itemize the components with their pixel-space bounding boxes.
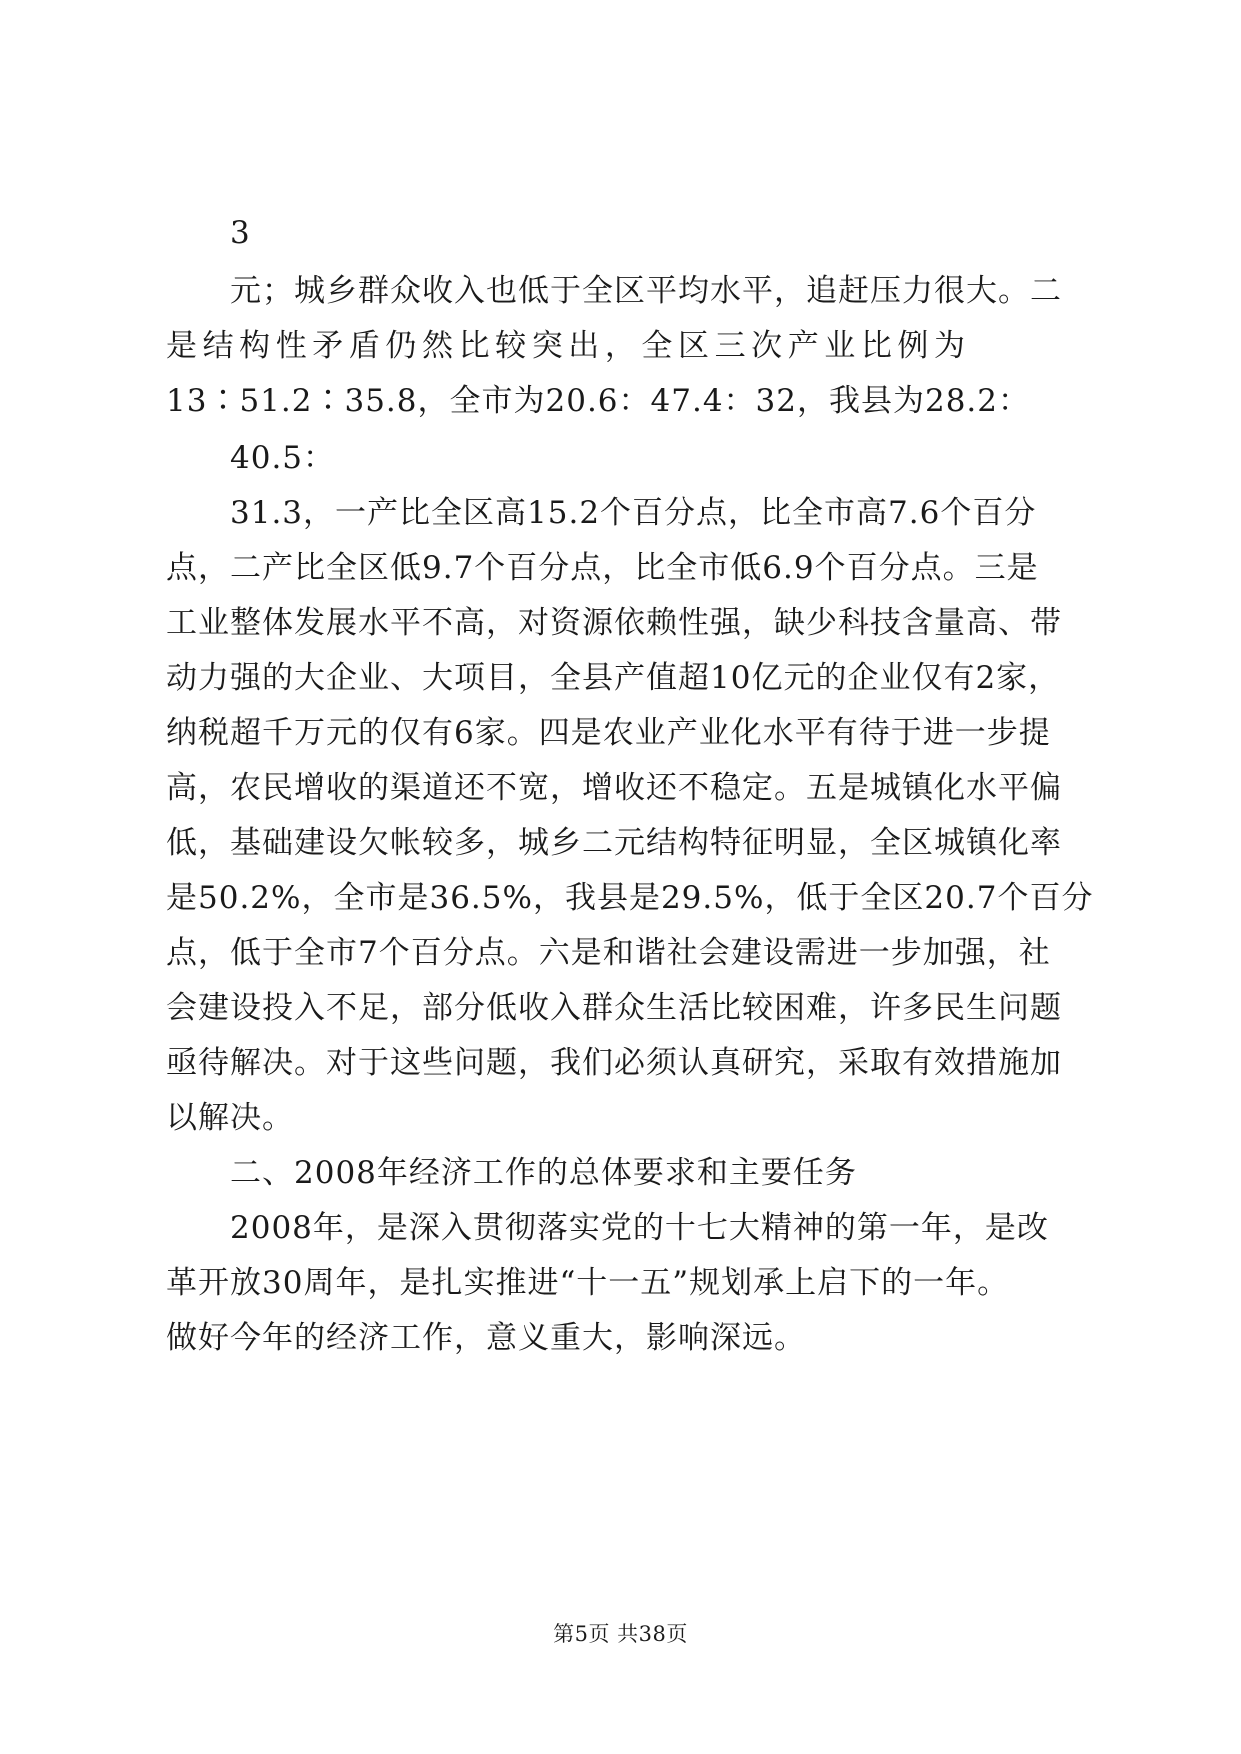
paragraph-line: 做好今年的经济工作，意义重大，影响深远。: [166, 1320, 806, 1356]
paragraph-line: 元；城乡群众收入也低于全区平均水平，追赶压力很大。二: [230, 273, 1062, 309]
paragraph-line: 13∶51.2∶35.8，全市为20.6：47.4：32，我县为28.2：: [166, 383, 1031, 419]
paragraph-line: 高，农民增收的渠道还不宽，增收还不稳定。五是城镇化水平偏: [166, 770, 1062, 806]
paragraph-line: 纳税超千万元的仅有6家。四是农业产业化水平有待于进一步提: [166, 715, 1051, 751]
paragraph-line: 革开放30周年，是扎实推进“十一五”规划承上启下的一年。: [166, 1265, 1010, 1301]
paragraph-line: 31.3，一产比全区高15.2个百分点，比全市高7.6个百分: [230, 495, 1037, 531]
paragraph-line: 点，二产比全区低9.7个百分点，比全市低6.9个百分点。三是: [166, 550, 1039, 586]
paragraph-line: 动力强的大企业、大项目，全县产值超10亿元的企业仅有2家，: [166, 660, 1061, 696]
paragraph-line: 40.5：: [230, 440, 336, 476]
paragraph-line: 以解决。: [166, 1100, 294, 1136]
paragraph-line: 是结构性矛盾仍然比较突出，全区三次产业比例为: [166, 328, 966, 364]
paragraph-line: 会建设投入不足，部分低收入群众生活比较困难，许多民生问题: [166, 990, 1062, 1026]
page-footer: 第5页 共38页: [553, 1622, 688, 1646]
paragraph-line: 工业整体发展水平不高，对资源依赖性强，缺少科技含量高、带: [166, 605, 1062, 641]
paragraph-line: 是50.2%，全市是36.5%，我县是29.5%，低于全区20.7个百分: [166, 880, 1094, 916]
paragraph-line: 亟待解决。对于这些问题，我们必须认真研究，采取有效措施加: [166, 1045, 1062, 1081]
page-number-fragment: 3: [230, 215, 251, 251]
paragraph-line: 低，基础建设欠帐较多，城乡二元结构特征明显，全区城镇化率: [166, 825, 1062, 861]
paragraph-line: 2008年，是深入贯彻落实党的十七大精神的第一年，是改: [230, 1210, 1049, 1246]
section-heading: 二、2008年经济工作的总体要求和主要任务: [230, 1155, 857, 1191]
paragraph-line: 点，低于全市7个百分点。六是和谐社会建设需进一步加强，社: [166, 935, 1051, 971]
